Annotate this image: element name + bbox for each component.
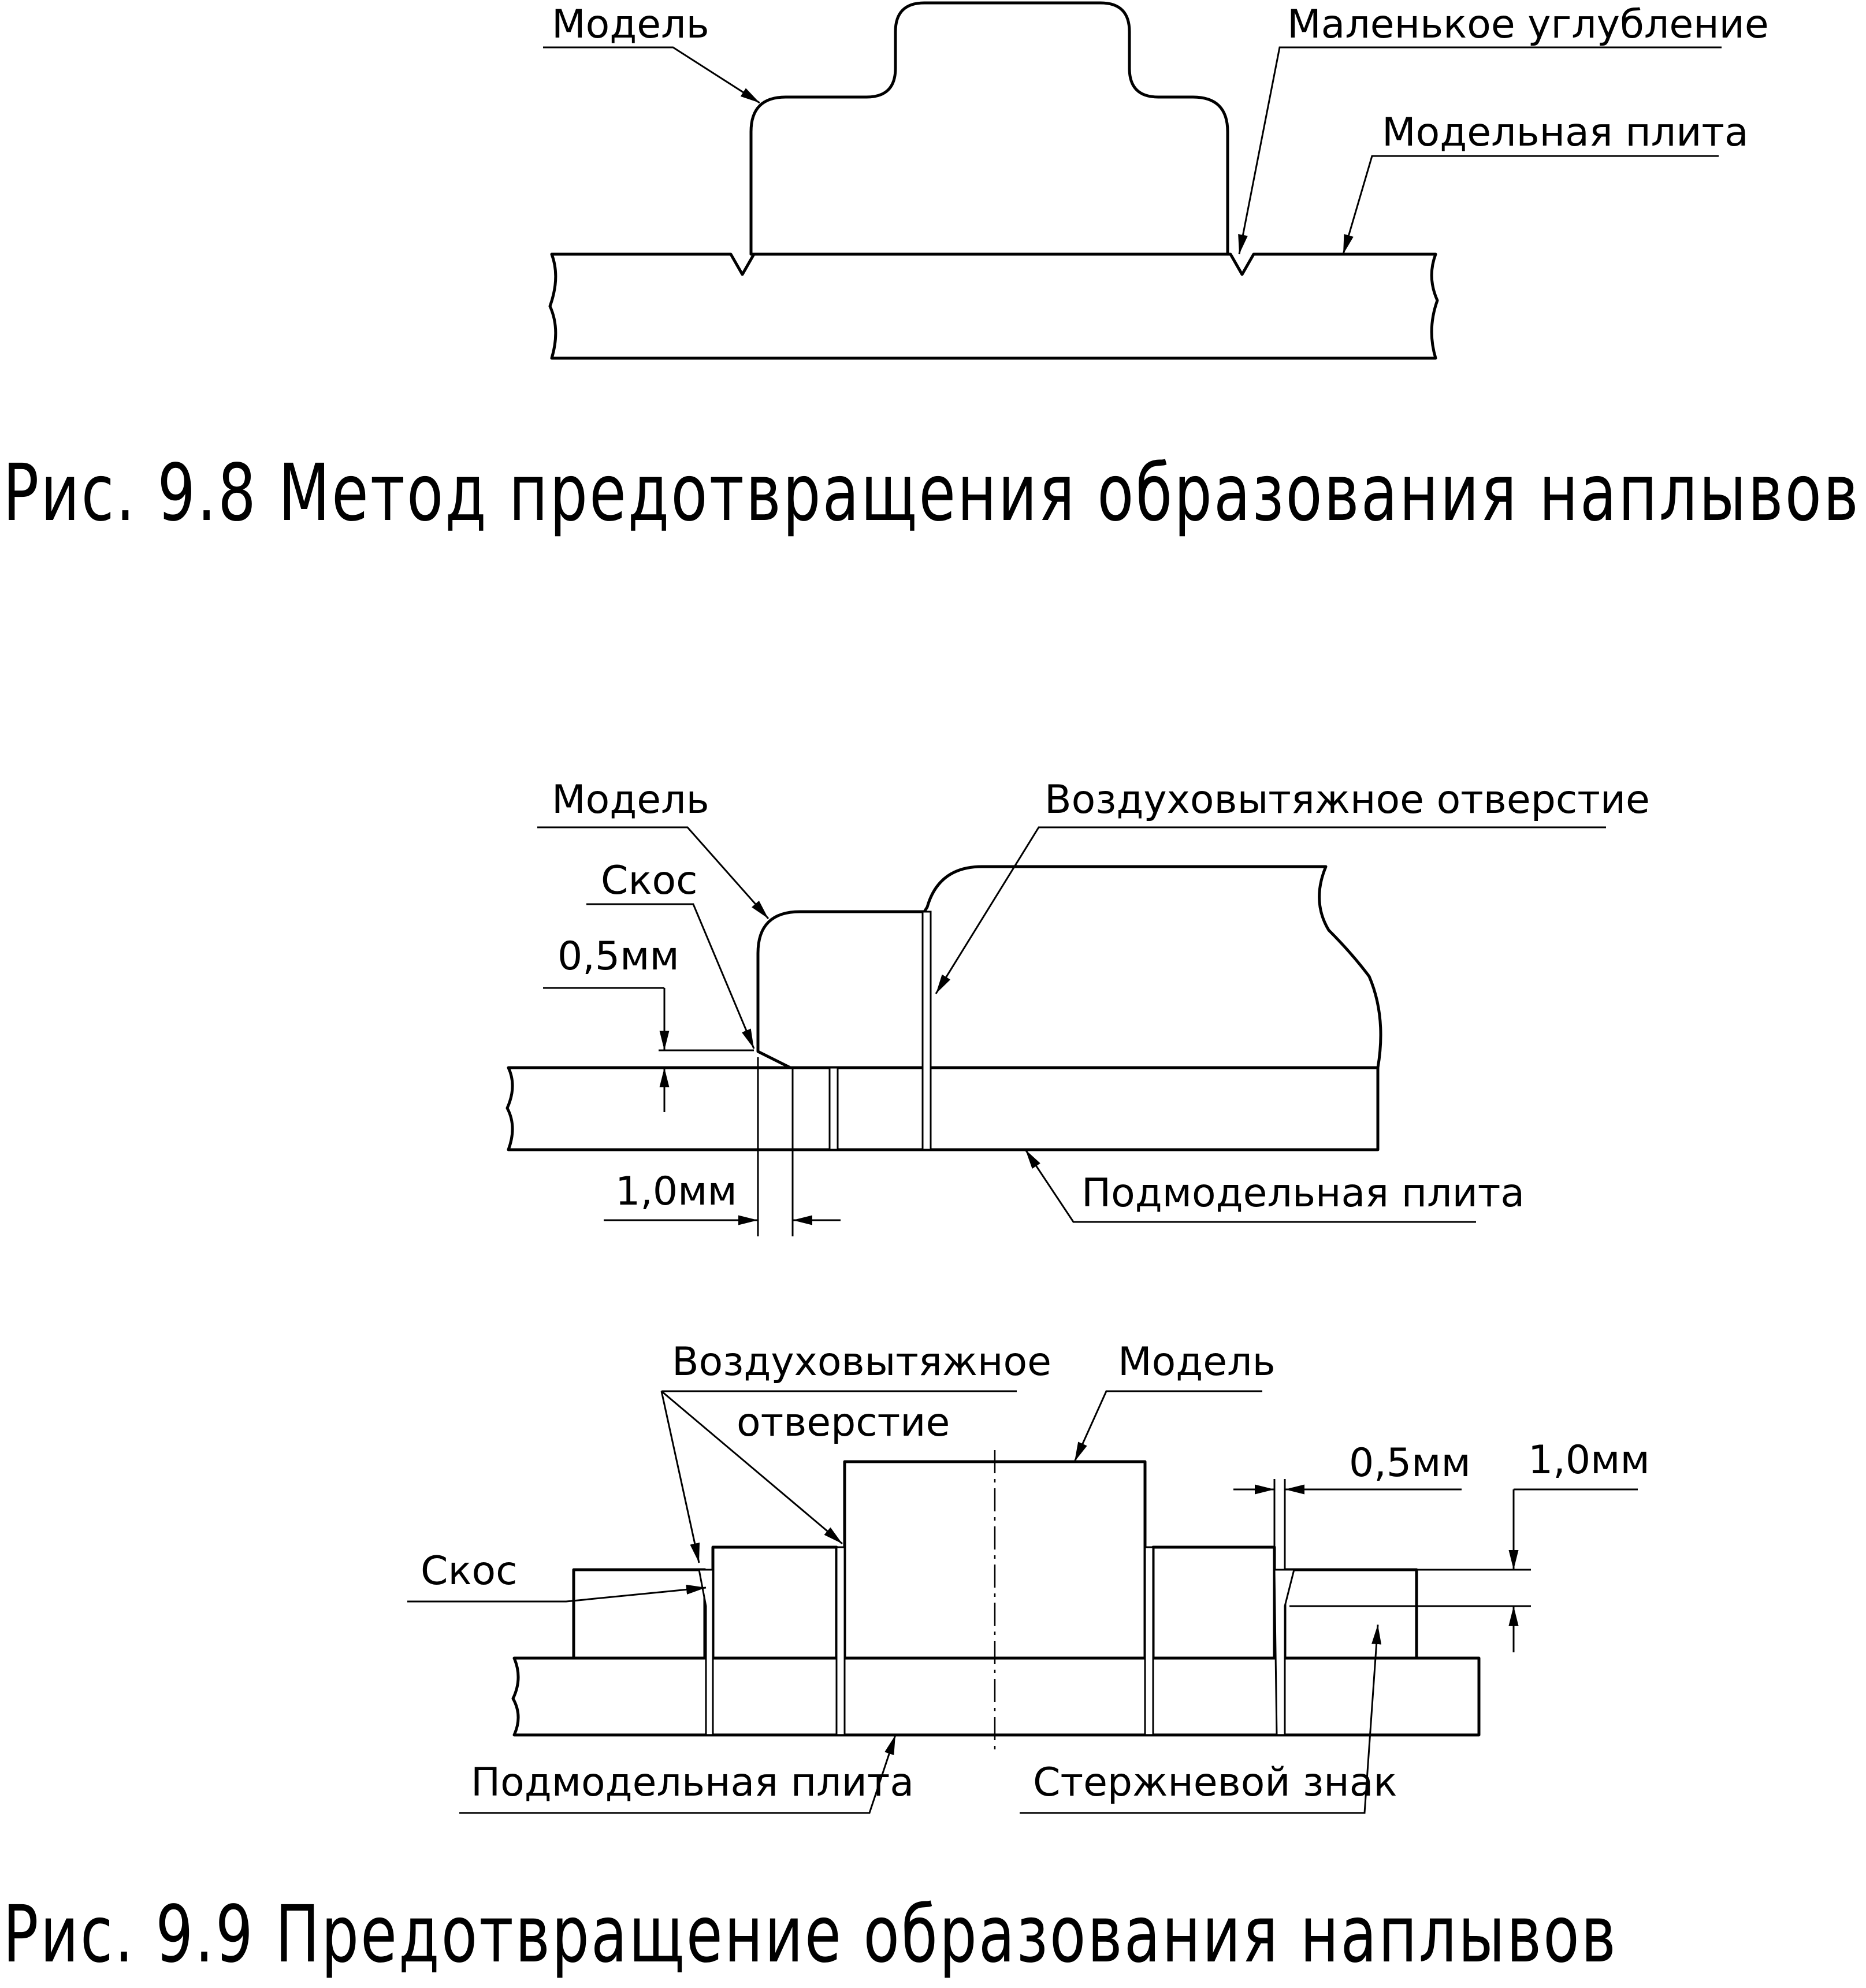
caption-9-9: Рис. 9.9 Предотвращение образования наплывов xyxy=(3,1889,1618,1980)
leader-model-9-8 xyxy=(543,47,760,103)
label-chamfer-9-9b: Скос xyxy=(421,1548,518,1594)
pattern-plate-9-8 xyxy=(550,254,1437,358)
chamfer-left-9-9b xyxy=(699,1570,713,1735)
model-9-8 xyxy=(751,3,1228,254)
label-model-9-8: Модель xyxy=(552,2,709,47)
leader-pattern-plate-9-8 xyxy=(1343,156,1719,254)
base-plate-9-9a xyxy=(507,1068,1378,1150)
label-air-vent-line1-9-9b: Воздуховытяжное xyxy=(672,1339,1051,1385)
figure-9-9-lower xyxy=(407,1339,1650,1813)
label-small-groove-9-8: Маленькое углубление xyxy=(1287,2,1769,47)
leader-air-vent-9-9a xyxy=(936,827,1606,994)
air-vent-right-9-9b xyxy=(1145,1547,1153,1735)
chamfer-right-9-9b xyxy=(1274,1570,1294,1735)
label-dim-height-9-9a: 0,5мм xyxy=(557,934,679,979)
label-model-9-9a: Модель xyxy=(552,777,709,823)
label-air-vent-9-9a: Воздуховытяжное отверстие xyxy=(1044,777,1650,823)
air-vent-channel-9-9a xyxy=(923,912,931,1150)
label-dim-width-9-9a: 1,0мм xyxy=(615,1169,737,1214)
label-base-plate-9-9a: Подмодельная плита xyxy=(1081,1170,1525,1216)
air-vent-left-9-9b xyxy=(837,1547,845,1735)
right-print-9-9b xyxy=(1153,1547,1274,1658)
label-air-vent-line2-9-9b: отверстие xyxy=(737,1400,950,1446)
right-step-9-9b xyxy=(1285,1570,1417,1658)
label-core-print-9-9b: Стержневой знак xyxy=(1033,1760,1397,1805)
left-step-9-9b xyxy=(574,1570,705,1658)
leader-air-vent-arrow1-9-9b xyxy=(661,1391,699,1563)
figure-9-8 xyxy=(3,2,1860,539)
model-9-9a xyxy=(758,867,1381,1068)
label-pattern-plate-9-8: Модельная плита xyxy=(1382,110,1749,155)
label-dim-height-9-9b: 1,0мм xyxy=(1528,1437,1650,1483)
label-model-9-9b: Модель xyxy=(1118,1339,1276,1385)
caption-9-8: Рис. 9.8 Метод предотвращения образования наплывов xyxy=(3,448,1860,539)
left-print-9-9b xyxy=(713,1547,837,1658)
air-vent-hole-plate-9-9a xyxy=(830,1068,838,1150)
leader-model-9-9b xyxy=(1075,1391,1262,1462)
base-plate-9-9b xyxy=(513,1658,1479,1735)
label-dim-gap-9-9b: 0,5мм xyxy=(1349,1440,1471,1486)
label-base-plate-9-9b: Подмодельная плита xyxy=(471,1760,915,1805)
figure-9-9-upper xyxy=(507,777,1650,1236)
label-chamfer-9-9a: Скос xyxy=(601,858,698,904)
